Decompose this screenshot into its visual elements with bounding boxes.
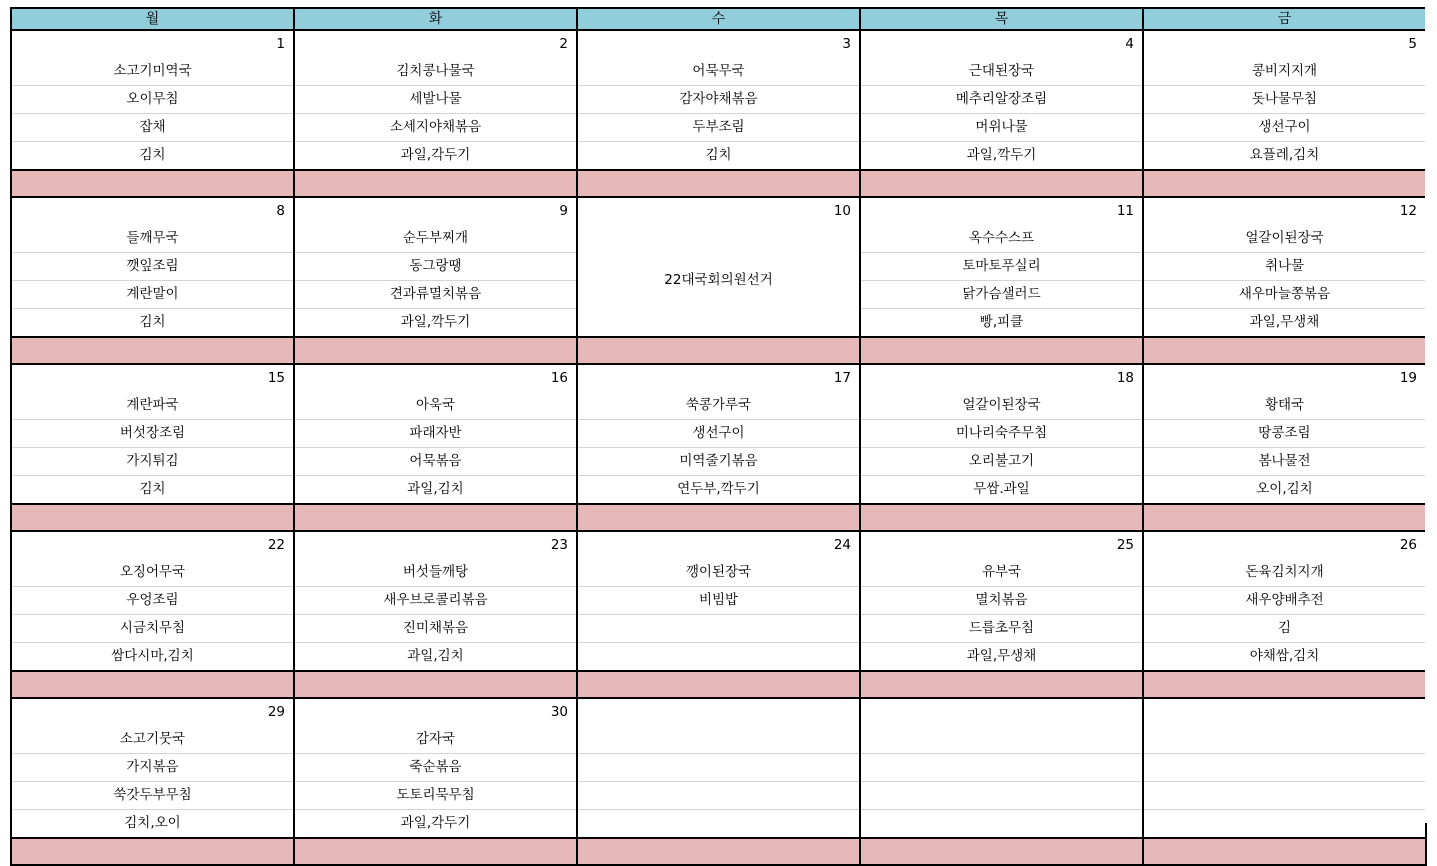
menu-item-cell [577, 615, 860, 643]
menu-item-cell: 도토리묵무침 [294, 782, 577, 810]
menu-item-cell: 과일,김치 [294, 643, 577, 672]
menu-item-cell: 무쌈.과일 [860, 476, 1143, 505]
menu-item-cell: 순두부찌개 [294, 225, 577, 253]
menu-item-cell: 소세지야채볶음 [294, 114, 577, 142]
week-4-menu-row [11, 643, 1426, 672]
week-1-menu-row [11, 142, 1426, 171]
menu-item-cell [860, 810, 1143, 839]
menu-item-cell: 비빔밥 [577, 587, 860, 615]
menu-item-cell: 아욱국 [294, 392, 577, 420]
menu-item-cell: 오이무침 [11, 86, 294, 114]
separator-cell [294, 337, 577, 364]
menu-item-cell: 생선구이 [577, 420, 860, 448]
menu-item-cell: 과일,각두기 [294, 142, 577, 171]
date-cell [1143, 698, 1426, 726]
week-1-menu-row [11, 58, 1426, 86]
separator-cell [577, 337, 860, 364]
date-cell: 30 [294, 698, 577, 726]
menu-item-cell: 김치콩나물국 [294, 58, 577, 86]
date-cell: 12 [1143, 197, 1426, 225]
week-1-menu-row [11, 114, 1426, 142]
menu-item-cell: 과일,깍두기 [860, 142, 1143, 171]
menu-item-cell: 소고기미역국 [11, 58, 294, 86]
menu-item-cell: 취나물 [1143, 253, 1426, 281]
weekday-header-wed: 수 [577, 8, 860, 30]
separator-cell [860, 838, 1143, 865]
separator-cell [860, 337, 1143, 364]
week-5-menu-row [11, 810, 1426, 839]
separator-cell [1143, 838, 1426, 865]
menu-item-cell: 봄나물전 [1143, 448, 1426, 476]
menu-item-cell: 과일,무생채 [860, 643, 1143, 672]
date-cell: 5 [1143, 30, 1426, 58]
week-separator-row [11, 671, 1426, 698]
weekday-header-fri: 금 [1143, 8, 1426, 30]
date-cell: 22 [11, 531, 294, 559]
menu-item-cell: 버섯들깨탕 [294, 559, 577, 587]
week-3-menu-row [11, 476, 1426, 505]
date-cell: 16 [294, 364, 577, 392]
separator-cell [860, 170, 1143, 197]
menu-item-cell: 생선구이 [1143, 114, 1426, 142]
separator-cell [11, 671, 294, 698]
menu-item-cell: 콩비지지개 [1143, 58, 1426, 86]
date-cell [577, 698, 860, 726]
menu-item-cell: 새우양배추전 [1143, 587, 1426, 615]
menu-item-cell: 얼갈이된장국 [860, 392, 1143, 420]
date-cell: 29 [11, 698, 294, 726]
menu-item-cell [577, 726, 860, 754]
date-cell: 10 [577, 197, 860, 225]
menu-item-cell: 어묵볶음 [294, 448, 577, 476]
week-5-date-row [11, 698, 1426, 726]
week-2-menu-row [11, 225, 1426, 253]
menu-item-cell: 메추리알장조림 [860, 86, 1143, 114]
menu-item-cell: 오징어무국 [11, 559, 294, 587]
menu-item-cell: 돈육김치지개 [1143, 559, 1426, 587]
menu-item-cell: 새우마늘쫑볶음 [1143, 281, 1426, 309]
separator-cell [1143, 337, 1426, 364]
week-3-menu-row [11, 392, 1426, 420]
week-3-menu-row [11, 448, 1426, 476]
separator-cell [860, 671, 1143, 698]
date-cell: 19 [1143, 364, 1426, 392]
separator-cell [577, 671, 860, 698]
date-cell: 1 [11, 30, 294, 58]
menu-item-cell: 파래자반 [294, 420, 577, 448]
menu-item-cell: 토마토푸실리 [860, 253, 1143, 281]
date-cell: 15 [11, 364, 294, 392]
separator-cell [11, 838, 294, 865]
separator-cell [1143, 504, 1426, 531]
menu-item-cell: 쌈다시마,김치 [11, 643, 294, 672]
menu-item-cell [1143, 810, 1426, 839]
menu-item-cell [577, 643, 860, 672]
menu-item-cell [577, 810, 860, 839]
menu-item-cell: 김치 [11, 309, 294, 338]
menu-item-cell: 소고기뭇국 [11, 726, 294, 754]
menu-item-cell: 동그랑땡 [294, 253, 577, 281]
week-separator-row [11, 170, 1426, 197]
menu-item-cell: 황태국 [1143, 392, 1426, 420]
menu-item-cell: 새우브로콜리볶음 [294, 587, 577, 615]
weekday-header-mon: 월 [11, 8, 294, 30]
week-4-menu-row [11, 559, 1426, 587]
menu-item-cell: 가지튀김 [11, 448, 294, 476]
menu-item-cell [860, 754, 1143, 782]
menu-item-cell: 시금치무침 [11, 615, 294, 643]
menu-item-cell: 멸치볶음 [860, 587, 1143, 615]
week-4-menu-row [11, 587, 1426, 615]
menu-item-cell: 연두부,깍두기 [577, 476, 860, 505]
menu-item-cell: 버섯장조림 [11, 420, 294, 448]
menu-item-cell: 김치 [577, 142, 860, 171]
menu-item-cell: 진미채볶음 [294, 615, 577, 643]
date-cell [860, 698, 1143, 726]
date-cell: 11 [860, 197, 1143, 225]
menu-item-cell: 드릅초무침 [860, 615, 1143, 643]
week-2-date-row [11, 197, 1426, 225]
week-5-menu-row [11, 726, 1426, 754]
menu-item-cell: 옥수수스프 [860, 225, 1143, 253]
menu-item-cell: 과일,무생채 [1143, 309, 1426, 338]
lunch-menu-calendar [10, 7, 1427, 866]
menu-item-cell: 과일,각두기 [294, 810, 577, 839]
week-separator-row [11, 337, 1426, 364]
menu-item-cell: 얼갈이된장국 [1143, 225, 1426, 253]
menu-item-cell [860, 782, 1143, 810]
menu-item-cell: 잡채 [11, 114, 294, 142]
menu-item-cell: 유부국 [860, 559, 1143, 587]
separator-cell [577, 504, 860, 531]
separator-cell [577, 838, 860, 865]
date-cell: 3 [577, 30, 860, 58]
week-1-date-row [11, 30, 1426, 58]
menu-item-cell: 계란말이 [11, 281, 294, 309]
separator-cell [11, 504, 294, 531]
week-4-menu-row [11, 615, 1426, 643]
menu-item-cell: 김치 [11, 476, 294, 505]
date-cell: 18 [860, 364, 1143, 392]
weekday-header-thu: 목 [860, 8, 1143, 30]
separator-cell [294, 504, 577, 531]
date-cell: 2 [294, 30, 577, 58]
menu-item-cell [577, 754, 860, 782]
separator-cell [1143, 671, 1426, 698]
date-cell: 8 [11, 197, 294, 225]
menu-item-cell: 감자국 [294, 726, 577, 754]
menu-item-cell [1143, 754, 1426, 782]
menu-item-cell: 들깨무국 [11, 225, 294, 253]
menu-item-cell [860, 726, 1143, 754]
menu-item-cell: 요플레,김치 [1143, 142, 1426, 171]
separator-cell [294, 170, 577, 197]
menu-item-cell: 계란파국 [11, 392, 294, 420]
date-cell: 24 [577, 531, 860, 559]
separator-cell [294, 671, 577, 698]
date-cell: 17 [577, 364, 860, 392]
menu-item-cell: 두부조림 [577, 114, 860, 142]
menu-item-cell: 과일,깍두기 [294, 309, 577, 338]
menu-item-cell: 오이,김치 [1143, 476, 1426, 505]
menu-item-cell: 우엉조림 [11, 587, 294, 615]
menu-item-cell: 머위나물 [860, 114, 1143, 142]
menu-item-cell [1143, 726, 1426, 754]
menu-item-cell [1143, 782, 1426, 810]
separator-cell [1143, 170, 1426, 197]
menu-item-cell: 쑥콩가루국 [577, 392, 860, 420]
menu-item-cell: 깽이된장국 [577, 559, 860, 587]
menu-item-cell: 감자야채볶음 [577, 86, 860, 114]
menu-item-cell: 김치 [11, 142, 294, 171]
menu-item-cell: 빵,피클 [860, 309, 1143, 338]
menu-item-cell: 야채쌈,김치 [1143, 643, 1426, 672]
menu-item-cell: 미나리숙주무침 [860, 420, 1143, 448]
separator-cell [11, 337, 294, 364]
separator-cell [860, 504, 1143, 531]
menu-item-cell: 깻잎조림 [11, 253, 294, 281]
holiday-cell: 22대국회의원선거 [577, 225, 860, 337]
week-5-menu-row [11, 754, 1426, 782]
menu-item-cell: 근대된장국 [860, 58, 1143, 86]
week-separator-row [11, 504, 1426, 531]
menu-item-cell: 땅콩조림 [1143, 420, 1426, 448]
date-cell: 4 [860, 30, 1143, 58]
menu-item-cell: 오리불고기 [860, 448, 1143, 476]
week-4-date-row [11, 531, 1426, 559]
separator-cell [11, 170, 294, 197]
separator-cell [294, 838, 577, 865]
week-3-menu-row [11, 420, 1426, 448]
menu-item-cell: 김 [1143, 615, 1426, 643]
menu-item-cell: 닭가슴샐러드 [860, 281, 1143, 309]
separator-cell [577, 170, 860, 197]
menu-item-cell: 견과류멸치볶음 [294, 281, 577, 309]
week-separator-row [11, 838, 1426, 865]
menu-item-cell: 죽순볶음 [294, 754, 577, 782]
weekday-header-row [11, 8, 1426, 30]
weekday-header-tue: 화 [294, 8, 577, 30]
date-cell: 9 [294, 197, 577, 225]
menu-item-cell: 돗나물무침 [1143, 86, 1426, 114]
week-3-date-row [11, 364, 1426, 392]
menu-item-cell [577, 782, 860, 810]
date-cell: 25 [860, 531, 1143, 559]
menu-item-cell: 김치,오이 [11, 810, 294, 839]
date-cell: 26 [1143, 531, 1426, 559]
menu-item-cell: 과일,김치 [294, 476, 577, 505]
menu-item-cell: 가지볶음 [11, 754, 294, 782]
week-1-menu-row [11, 86, 1426, 114]
menu-item-cell: 세발나물 [294, 86, 577, 114]
menu-item-cell: 미역줄기볶음 [577, 448, 860, 476]
date-cell: 23 [294, 531, 577, 559]
week-5-menu-row [11, 782, 1426, 810]
menu-item-cell: 쑥갓두부무침 [11, 782, 294, 810]
menu-item-cell: 어묵무국 [577, 58, 860, 86]
